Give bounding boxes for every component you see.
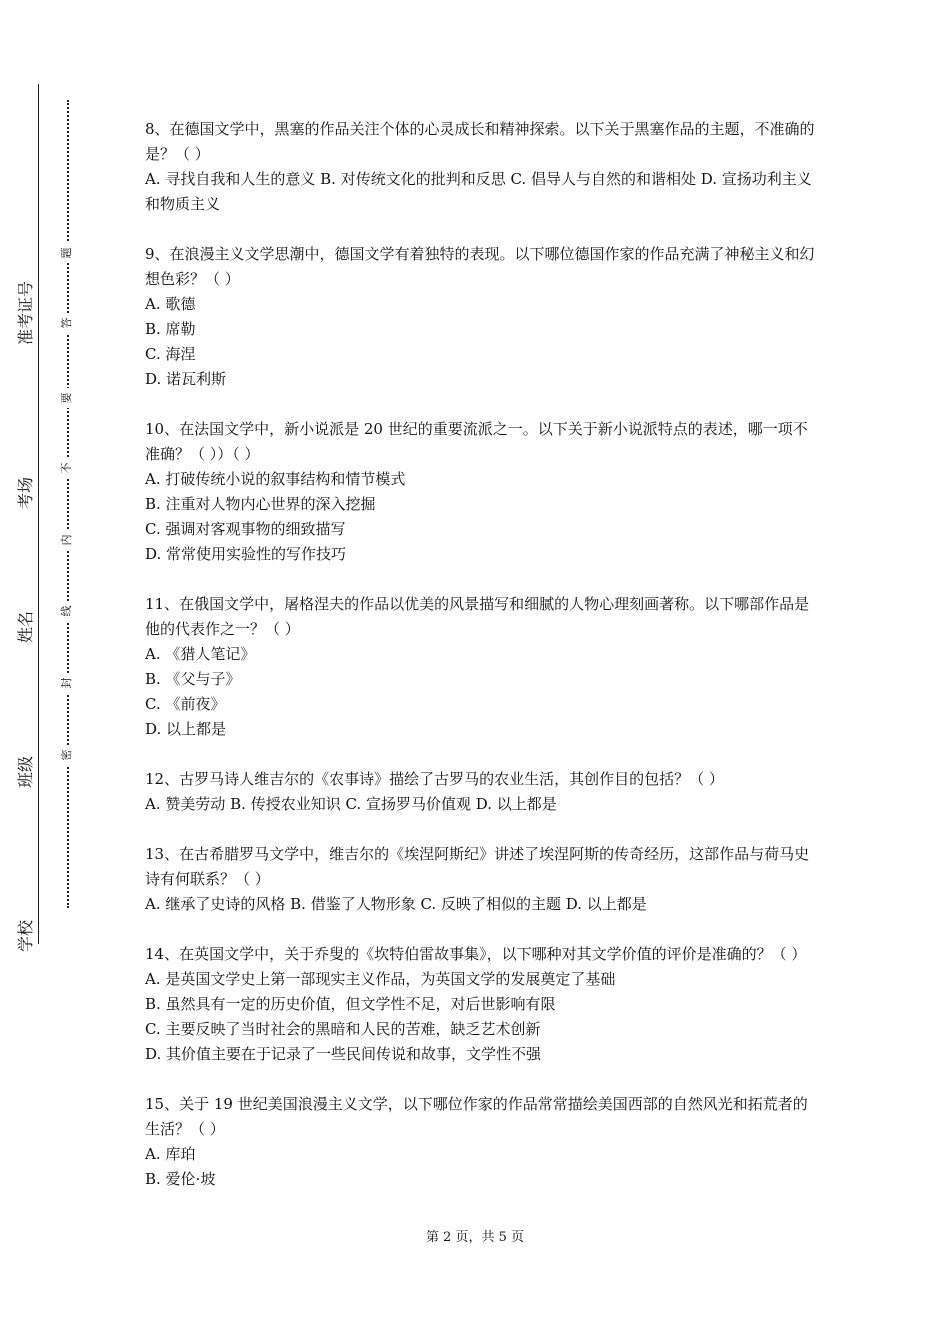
binding-dotted-line [67, 100, 69, 908]
field-exam-number: 准考证号 [16, 280, 35, 345]
question-stem: 8、在德国文学中，黑塞的作品关注个体的心灵成长和精神探索。以下关于黑塞作品的主题，不准确的是？（ ） [145, 120, 815, 163]
question-stem: 12、古罗马诗人维吉尔的《农事诗》描绘了古罗马的农业生活，其创作目的包括？（ ） [145, 770, 724, 788]
option-b: B. 《父与子》 [145, 670, 241, 688]
seal-char-2: 答 [60, 313, 74, 333]
question-11 [145, 592, 817, 742]
seal-char-6: 线 [60, 601, 74, 621]
option-c: C. 《前夜》 [145, 695, 226, 713]
seal-char-8: 密 [60, 745, 74, 765]
seal-char-7: 封 [60, 673, 74, 693]
question-stem: 13、在古希腊罗马文学中，维吉尔的《埃涅阿斯纪》讲述了埃涅阿斯的传奇经历，这部作品与荷马史诗有何联系？（ ） [145, 845, 810, 888]
field-school: 学校 [16, 919, 35, 952]
option-d: D. 以上都是 [145, 720, 227, 738]
option-a: A. 歌德 [145, 295, 196, 313]
question-options-inline: A. 寻找自我和人生的意义 B. 对传统文化的批判和反思 C. 倡导人与自然的和谐相处 D. 宣扬功利主义和物质主义 [145, 170, 812, 213]
option-a: A. 打破传统小说的叙事结构和情节模式 [145, 470, 406, 488]
option-d: D. 其价值主要在于记录了一些民间传说和故事，文学性不强 [145, 1045, 542, 1063]
seal-char-1: 题 [60, 243, 74, 263]
question-stem: 15、关于 19 世纪美国浪漫主义文学，以下哪位作家的作品常常描绘美国西部的自然风光和拓荒者的生活？（ ） [145, 1095, 808, 1138]
question-14 [145, 942, 817, 1067]
question-options-inline: A. 继承了史诗的风格 B. 借鉴了人物形象 C. 反映了相似的主题 D. 以上都是 [145, 895, 647, 913]
option-b: B. 席勒 [145, 320, 196, 338]
option-b: B. 虽然具有一定的历史价值，但文学性不足，对后世影响有限 [145, 995, 556, 1013]
option-b: B. 爱伦·坡 [145, 1170, 216, 1188]
option-d: D. 常常使用实验性的写作技巧 [145, 545, 347, 563]
question-stem: 11、在俄国文学中，屠格涅夫的作品以优美的风景描写和细腻的人物心理刻画著称。以下哪部作品是他的代表作之一？（ ） [145, 595, 810, 638]
question-12 [145, 767, 817, 817]
question-stem: 10、在法国文学中，新小说派是 20 世纪的重要流派之一。以下关于新小说派特点的表述，哪一项不准确？（ ））（ ） [145, 420, 808, 463]
option-d: D. 诺瓦利斯 [145, 370, 227, 388]
question-9 [145, 242, 817, 392]
page-number: 第 2 页，共 5 页 [425, 1230, 525, 1245]
option-c: C. 强调对客观事物的细致描写 [145, 520, 346, 538]
option-a: A. 库珀 [145, 1145, 196, 1163]
option-c: C. 主要反映了当时社会的黑暗和人民的苦难，缺乏艺术创新 [145, 1020, 541, 1038]
question-8 [145, 117, 817, 217]
option-b: B. 注重对人物内心世界的深入挖掘 [145, 495, 376, 513]
question-10 [145, 417, 817, 567]
question-options-inline: A. 赞美劳动 B. 传授农业知识 C. 宣扬罗马价值观 D. 以上都是 [145, 795, 557, 813]
option-c: C. 海涅 [145, 345, 196, 363]
question-list [145, 117, 817, 1217]
question-stem: 9、在浪漫主义文学思潮中，德国文学有着独特的表现。以下哪位德国作家的作品充满了神秘主义和幻想色彩？（ ） [145, 245, 815, 288]
option-a: A. 是英国文学史上第一部现实主义作品，为英国文学的发展奠定了基础 [145, 970, 616, 988]
seal-char-3: 要 [60, 388, 74, 408]
option-a: A. 《猎人笔记》 [145, 645, 256, 663]
seal-char-5: 内 [60, 530, 74, 550]
question-stem: 14、在英国文学中，关于乔叟的《坎特伯雷故事集》，以下哪种对其文学价值的评价是准确的？（ ） [145, 945, 807, 963]
field-class: 班级 [16, 755, 35, 788]
question-15 [145, 1092, 817, 1192]
question-13 [145, 842, 817, 917]
seal-char-4: 不 [60, 458, 74, 478]
binding-solid-line [38, 84, 39, 944]
field-exam-room: 考场 [16, 476, 35, 509]
field-name: 姓名 [16, 610, 35, 643]
